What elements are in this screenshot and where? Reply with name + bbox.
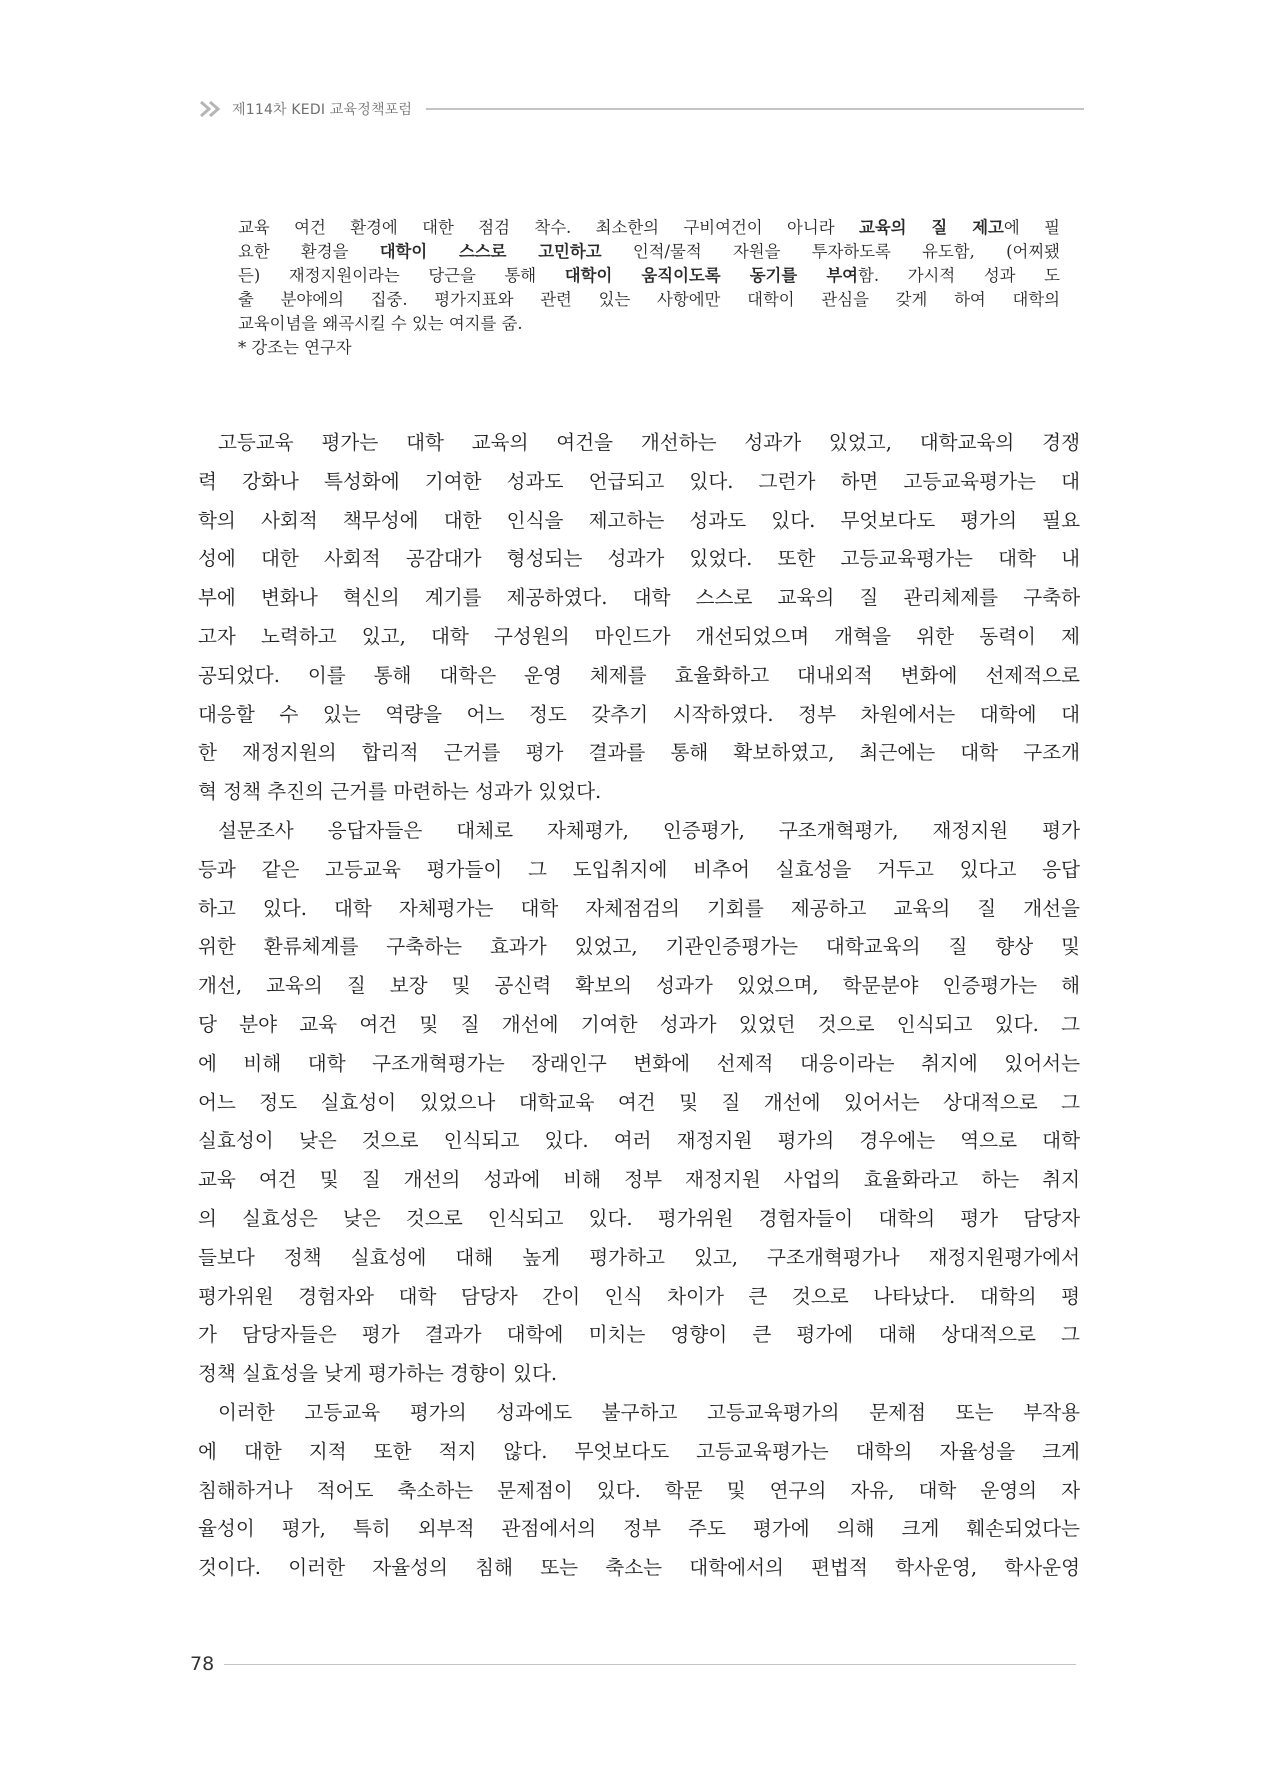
paragraph-line: 에 비해 대학 구조개혁평가는 장래인구 변화에 선제적 대응이라는 취지에 있어서는 (198, 1051, 1080, 1075)
paragraph-line: 부에 변화나 혁신의 계기를 제공하였다. 대학 스스로 교육의 질 관리체제를 구축하 (198, 586, 1080, 610)
quoted-excerpt (238, 216, 1060, 360)
paragraph-line: 실효성이 낮은 것으로 인식되고 있다. 여러 재정지원 평가의 경우에는 역으로 대학 (198, 1129, 1080, 1153)
paragraph-line: 고자 노력하고 있고, 대학 구성원의 마인드가 개선되었으며 개혁을 위한 동력이 제 (198, 624, 1080, 648)
quote-emphasis: 대학이 스스로 고민하고 (379, 242, 602, 261)
paragraph-line: 설문조사 응답자들은 대체로 자체평가, 인증평가, 구조개혁평가, 재정지원 평가 (218, 818, 1080, 842)
emphasis-note: * 강조는 연구자 (238, 338, 352, 357)
paragraph-line: 침해하거나 적어도 축소하는 문제점이 있다. 학문 및 연구의 자유, 대학 운영의 자 (198, 1478, 1080, 1502)
paragraph-line: 개선, 교육의 질 보장 및 공신력 확보의 성과가 있었으며, 학문분야 인증평가는 해 (198, 974, 1080, 998)
paragraph-line: 이러한 고등교육 평가의 성과에도 불구하고 고등교육평가의 문제점 또는 부작용 (218, 1400, 1080, 1424)
header-divider (426, 108, 1084, 110)
paragraph-line: 하고 있다. 대학 자체평가는 대학 자체점검의 기회를 제공하고 교육의 질 개선을 (198, 896, 1080, 920)
paragraph-line: 율성이 평가, 특히 외부적 관점에서의 정부 주도 평가에 의해 크게 훼손되었다는 (198, 1517, 1080, 1541)
quote-line (238, 216, 1060, 240)
paragraph-line: 혁 정책 추진의 근거를 마련하는 성과가 있었다. (198, 780, 602, 804)
page-number: 78 (190, 1653, 215, 1675)
paragraph-line: 등과 같은 고등교육 평가들이 그 도입취지에 비추어 실효성을 거두고 있다고 응답 (198, 857, 1080, 881)
running-header (198, 96, 1084, 122)
quote-line (238, 240, 1060, 264)
quote-text: 인적/물적 자원을 투자하도록 유도함, (어찌됐 (601, 242, 1060, 261)
quote-text: 교육 여건 환경에 대한 점검 착수. 최소한의 구비여건이 아니라 (238, 218, 859, 237)
paragraph-line: 것이다. 이러한 자율성의 침해 또는 축소는 대학에서의 편법적 학사운영, 학사운영 (198, 1556, 1080, 1580)
paragraph (198, 424, 1080, 812)
paragraph-line: 학의 사회적 책무성에 대한 인식을 제고하는 성과도 있다. 무엇보다도 평가의 필요 (198, 508, 1080, 532)
paragraph-line: 위한 환류체계를 구축하는 효과가 있었고, 기관인증평가는 대학교육의 질 향상 및 (198, 935, 1080, 959)
quote-text: 요한 환경을 (238, 242, 380, 261)
quote-emphasis: 교육의 질 제고 (859, 218, 1004, 237)
quote-line (238, 288, 1060, 312)
paragraph-line: 공되었다. 이를 통해 대학은 운영 체제를 효율화하고 대내외적 변화에 선제적으로 (198, 663, 1080, 687)
paragraph (198, 1394, 1080, 1588)
paragraph-line: 정책 실효성을 낮게 평가하는 경향이 있다. (198, 1362, 558, 1386)
paragraph-line: 대응할 수 있는 역량을 어느 정도 갖추기 시작하였다. 정부 차원에서는 대학에 대 (198, 702, 1080, 726)
paragraph-line: 한 재정지원의 합리적 근거를 평가 결과를 통해 확보하였고, 최근에는 대학 구조개 (198, 741, 1080, 765)
page-footer (190, 1652, 1076, 1676)
footer-divider (224, 1664, 1076, 1665)
paragraph-line: 의 실효성은 낮은 것으로 인식되고 있다. 평가위원 경험자들이 대학의 평가 담당자 (198, 1206, 1080, 1230)
quote-text: 함. 가시적 성과 도 (858, 266, 1060, 285)
quote-text: 에 필 (1003, 218, 1060, 237)
paragraph-line: 교육 여건 및 질 개선의 성과에 비해 정부 재정지원 사업의 효율화라고 하는 취지 (198, 1168, 1080, 1192)
paragraph-line: 들보다 정책 실효성에 대해 높게 평가하고 있고, 구조개혁평가나 재정지원평가에서 (198, 1245, 1080, 1269)
quote-text: 든) 재정지원이라는 당근을 통해 (238, 266, 565, 285)
paragraph-line: 고등교육 평가는 대학 교육의 여건을 개선하는 성과가 있었고, 대학교육의 경쟁 (218, 431, 1080, 454)
paragraph-line: 어느 정도 실효성이 있었으나 대학교육 여건 및 질 개선에 있어서는 상대적으로 그 (198, 1090, 1080, 1114)
quote-text: 출 분야에의 집중. 평가지표와 관련 있는 사항에만 대학이 관심을 갖게 하여 대학의 (238, 290, 1060, 309)
quote-line (238, 264, 1060, 288)
quote-emphasis: 대학이 움직이도록 동기를 부여 (564, 266, 859, 285)
paragraph-line: 력 강화나 특성화에 기여한 성과도 언급되고 있다. 그런가 하면 고등교육평가는 대 (198, 469, 1080, 493)
paragraph-line: 에 대한 지적 또한 적지 않다. 무엇보다도 고등교육평가는 대학의 자율성을 크게 (198, 1439, 1080, 1463)
paragraph (198, 812, 1080, 1394)
body-text (198, 424, 1080, 1588)
double-chevron-right-icon (198, 99, 226, 119)
quote-text: 교육이념을 왜곡시킬 수 있는 여지를 줌. (238, 314, 523, 333)
quote-line (238, 312, 1060, 336)
paragraph-line: 평가위원 경험자와 대학 담당자 간이 인식 차이가 큰 것으로 나타났다. 대학의 평 (198, 1284, 1080, 1308)
paragraph-line: 가 담당자들은 평가 결과가 대학에 미치는 영향이 큰 평가에 대해 상대적으로 그 (198, 1323, 1080, 1347)
running-header-title: 제114차 KEDI 교육정책포럼 (232, 102, 413, 118)
paragraph-line: 당 분야 교육 여건 및 질 개선에 기여한 성과가 있었던 것으로 인식되고 있다. 그 (198, 1012, 1080, 1036)
paragraph-line: 성에 대한 사회적 공감대가 형성되는 성과가 있었다. 또한 고등교육평가는 대학 내 (198, 547, 1080, 571)
